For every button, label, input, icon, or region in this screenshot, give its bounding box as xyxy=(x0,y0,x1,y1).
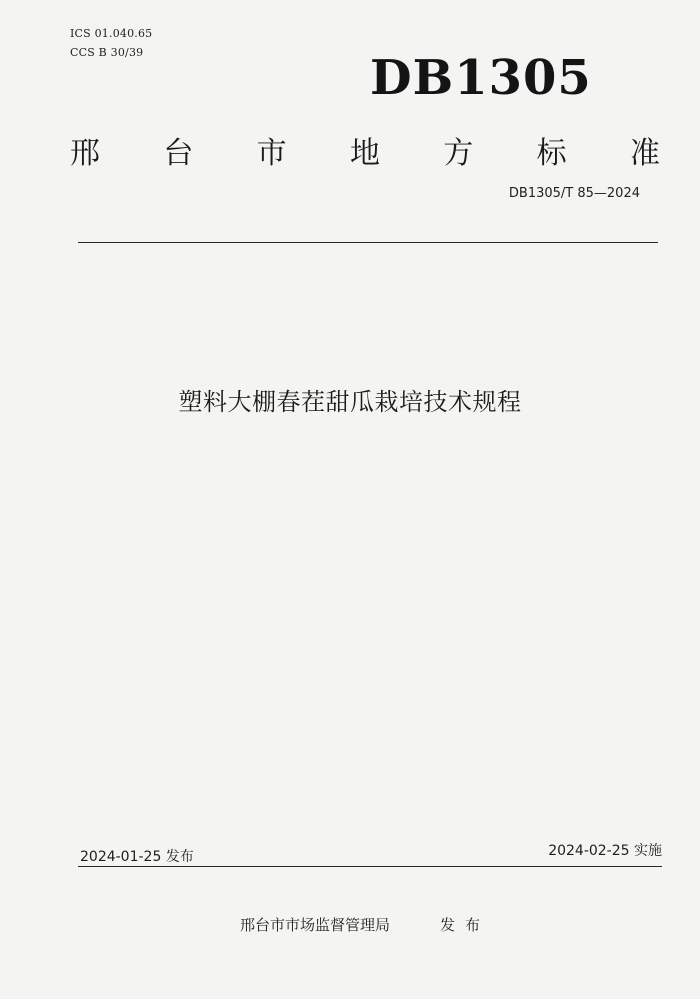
ccs-code: CCS B 30/39 xyxy=(70,46,144,59)
issue-date: 2024-01-25 发布 xyxy=(80,849,194,865)
implementation-date: 2024-02-25 实施 xyxy=(548,843,662,859)
standard-type-char: 方 xyxy=(443,136,474,171)
standard-type-char: 台 xyxy=(163,136,194,171)
standard-number: DB1305/T 85—2024 xyxy=(508,186,640,201)
standard-type-char: 市 xyxy=(256,136,287,171)
standard-type-char: 标 xyxy=(536,136,567,171)
footer-divider xyxy=(78,866,662,867)
publish-label: 发布 xyxy=(440,916,491,934)
standard-type-char: 地 xyxy=(349,136,380,171)
header-divider xyxy=(78,242,658,243)
publisher-name: 邢台市市场监督管理局 xyxy=(240,916,391,934)
standard-type-char: 邢 xyxy=(70,136,100,171)
document-title: 塑料大棚春茬甜瓜栽培技术规程 xyxy=(178,388,522,416)
standard-code: DB1305 xyxy=(370,50,592,106)
ics-code: ICS 01.040.65 xyxy=(70,27,153,40)
standard-type-char: 准 xyxy=(629,136,660,171)
standard-type xyxy=(70,128,660,172)
